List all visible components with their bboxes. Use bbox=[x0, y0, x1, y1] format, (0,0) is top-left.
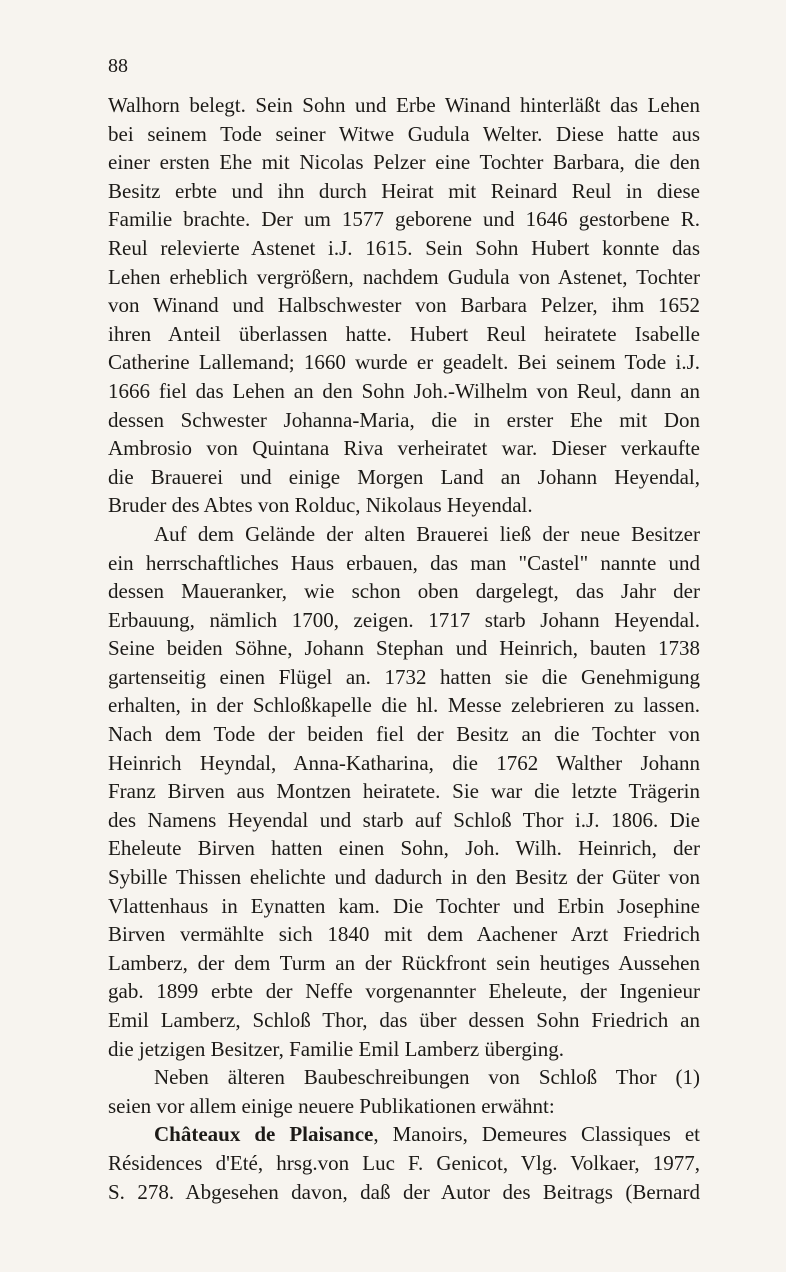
text-line: ein herrschaftliches Haus erbauen, das man "Castel" nannte und bbox=[108, 550, 700, 575]
text-line: gab. 1899 erbte der Neffe vorgenannter Eheleute, der Ingenieur bbox=[108, 979, 700, 1004]
text-line: von Winand und Halbschwester von Barbara Pelzer, ihm 1652 bbox=[108, 293, 700, 318]
text-line: Emil Lamberz, Schloß Thor, das über dessen Sohn Friedrich an bbox=[108, 1008, 700, 1032]
text-line: des Namens Heyendal und starb auf Schloß Thor i.J. 1806. Die bbox=[108, 807, 700, 832]
text-line: Familie brachte. Der um 1577 geborene und 1646 gestorbene R. bbox=[108, 207, 700, 232]
text-line: Lehen erheblich vergrößern, nachdem Gudula von Astenet, Tochter bbox=[108, 264, 700, 289]
text-line: Vlattenhaus in Eynatten kam. Die Tochter und Erbin Josephine bbox=[108, 893, 700, 918]
text-line: Heinrich Heyndal, Anna-Katharina, die 1762 Walther Johann bbox=[108, 750, 700, 775]
text-line: bei seinem Tode seiner Witwe Gudula Welter. Diese hatte aus bbox=[108, 121, 700, 146]
text-line: Auf dem Gelände der alten Brauerei ließ der neue Besitzer bbox=[154, 521, 700, 546]
line-text: , Manoirs, Demeures Classiques et bbox=[373, 1122, 700, 1147]
text-line: Besitz erbte und ihn durch Heirat mit Reinard Reul in diese bbox=[108, 178, 700, 203]
text-line: Eheleute Birven hatten einen Sohn, Joh. Wilh. Heinrich, der bbox=[108, 836, 700, 861]
text-line: S. 278. Abgesehen davon, daß der Autor des Beitrags (Bernard bbox=[108, 1179, 700, 1204]
bold-title: Châteaux de Plaisance bbox=[154, 1122, 374, 1147]
text-line: Ambrosio von Quintana Riva verheiratet war. Dieser verkaufte bbox=[108, 436, 700, 461]
text-line: Seine beiden Söhne, Johann Stephan und Heinrich, bauten 1738 bbox=[108, 636, 700, 661]
text-line: Erbauung, nämlich 1700, zeigen. 1717 starb Johann Heyendal. bbox=[108, 607, 700, 632]
text-line: Reul relevierte Astenet i.J. 1615. Sein Sohn Hubert konnte das bbox=[108, 235, 700, 260]
text-line: dessen Schwester Johanna-Maria, die in erster Ehe mit Don bbox=[108, 407, 700, 432]
text-line: ihren Anteil überlassen hatte. Hubert Reul heiratete Isabelle bbox=[108, 321, 700, 346]
text-line: Nach dem Tode der beiden fiel der Besitz an die Tochter von bbox=[108, 722, 700, 747]
body-text bbox=[108, 91, 700, 1206]
text-line: erhalten, in der Schloßkapelle die hl. Messe zelebrieren zu lassen. bbox=[108, 693, 700, 718]
text-line: gartenseitig einen Flügel an. 1732 hatten sie die Genehmigung bbox=[108, 664, 700, 689]
text-line: die Brauerei und einige Morgen Land an Johann Heyendal, bbox=[108, 464, 700, 489]
text-line: Catherine Lallemand; 1660 wurde er geadelt. Bei seinem Tode i.J. bbox=[108, 350, 700, 375]
text-line bbox=[108, 1120, 700, 1149]
text-line: Neben älteren Baubeschreibungen von Schloß Thor (1) bbox=[154, 1065, 700, 1090]
text-line: dessen Maueranker, wie schon oben dargelegt, das Jahr der bbox=[108, 579, 700, 604]
text-line: 1666 fiel das Lehen an den Sohn Joh.-Wilhelm von Reul, dann an bbox=[108, 378, 700, 403]
text-line: einer ersten Ehe mit Nicolas Pelzer eine Tochter Barbara, die den bbox=[108, 150, 700, 175]
text-line: Lamberz, der dem Turm an der Rückfront sein heutiges Aussehen bbox=[108, 950, 700, 975]
text-line: Résidences d'Eté, hrsg.von Luc F. Genicot, Vlg. Volkaer, 1977, bbox=[108, 1150, 700, 1175]
page-number: 88 bbox=[108, 55, 128, 77]
text-line: Walhorn belegt. Sein Sohn und Erbe Winand hinterläßt das Lehen bbox=[108, 93, 700, 117]
text-line: die jetzigen Besitzer, Familie Emil Lamberz überging. bbox=[108, 1036, 564, 1061]
text-line: seien vor allem einige neuere Publikationen erwähnt: bbox=[108, 1093, 555, 1118]
text-line: Bruder des Abtes von Rolduc, Nikolaus Heyendal. bbox=[108, 493, 533, 518]
text-line: Franz Birven aus Montzen heiratete. Sie war die letzte Trägerin bbox=[108, 779, 700, 804]
text-line: Birven vermählte sich 1840 mit dem Aachener Arzt Friedrich bbox=[108, 922, 700, 947]
text-line: Sybille Thissen ehelichte und dadurch in den Besitz der Güter von bbox=[108, 865, 700, 890]
